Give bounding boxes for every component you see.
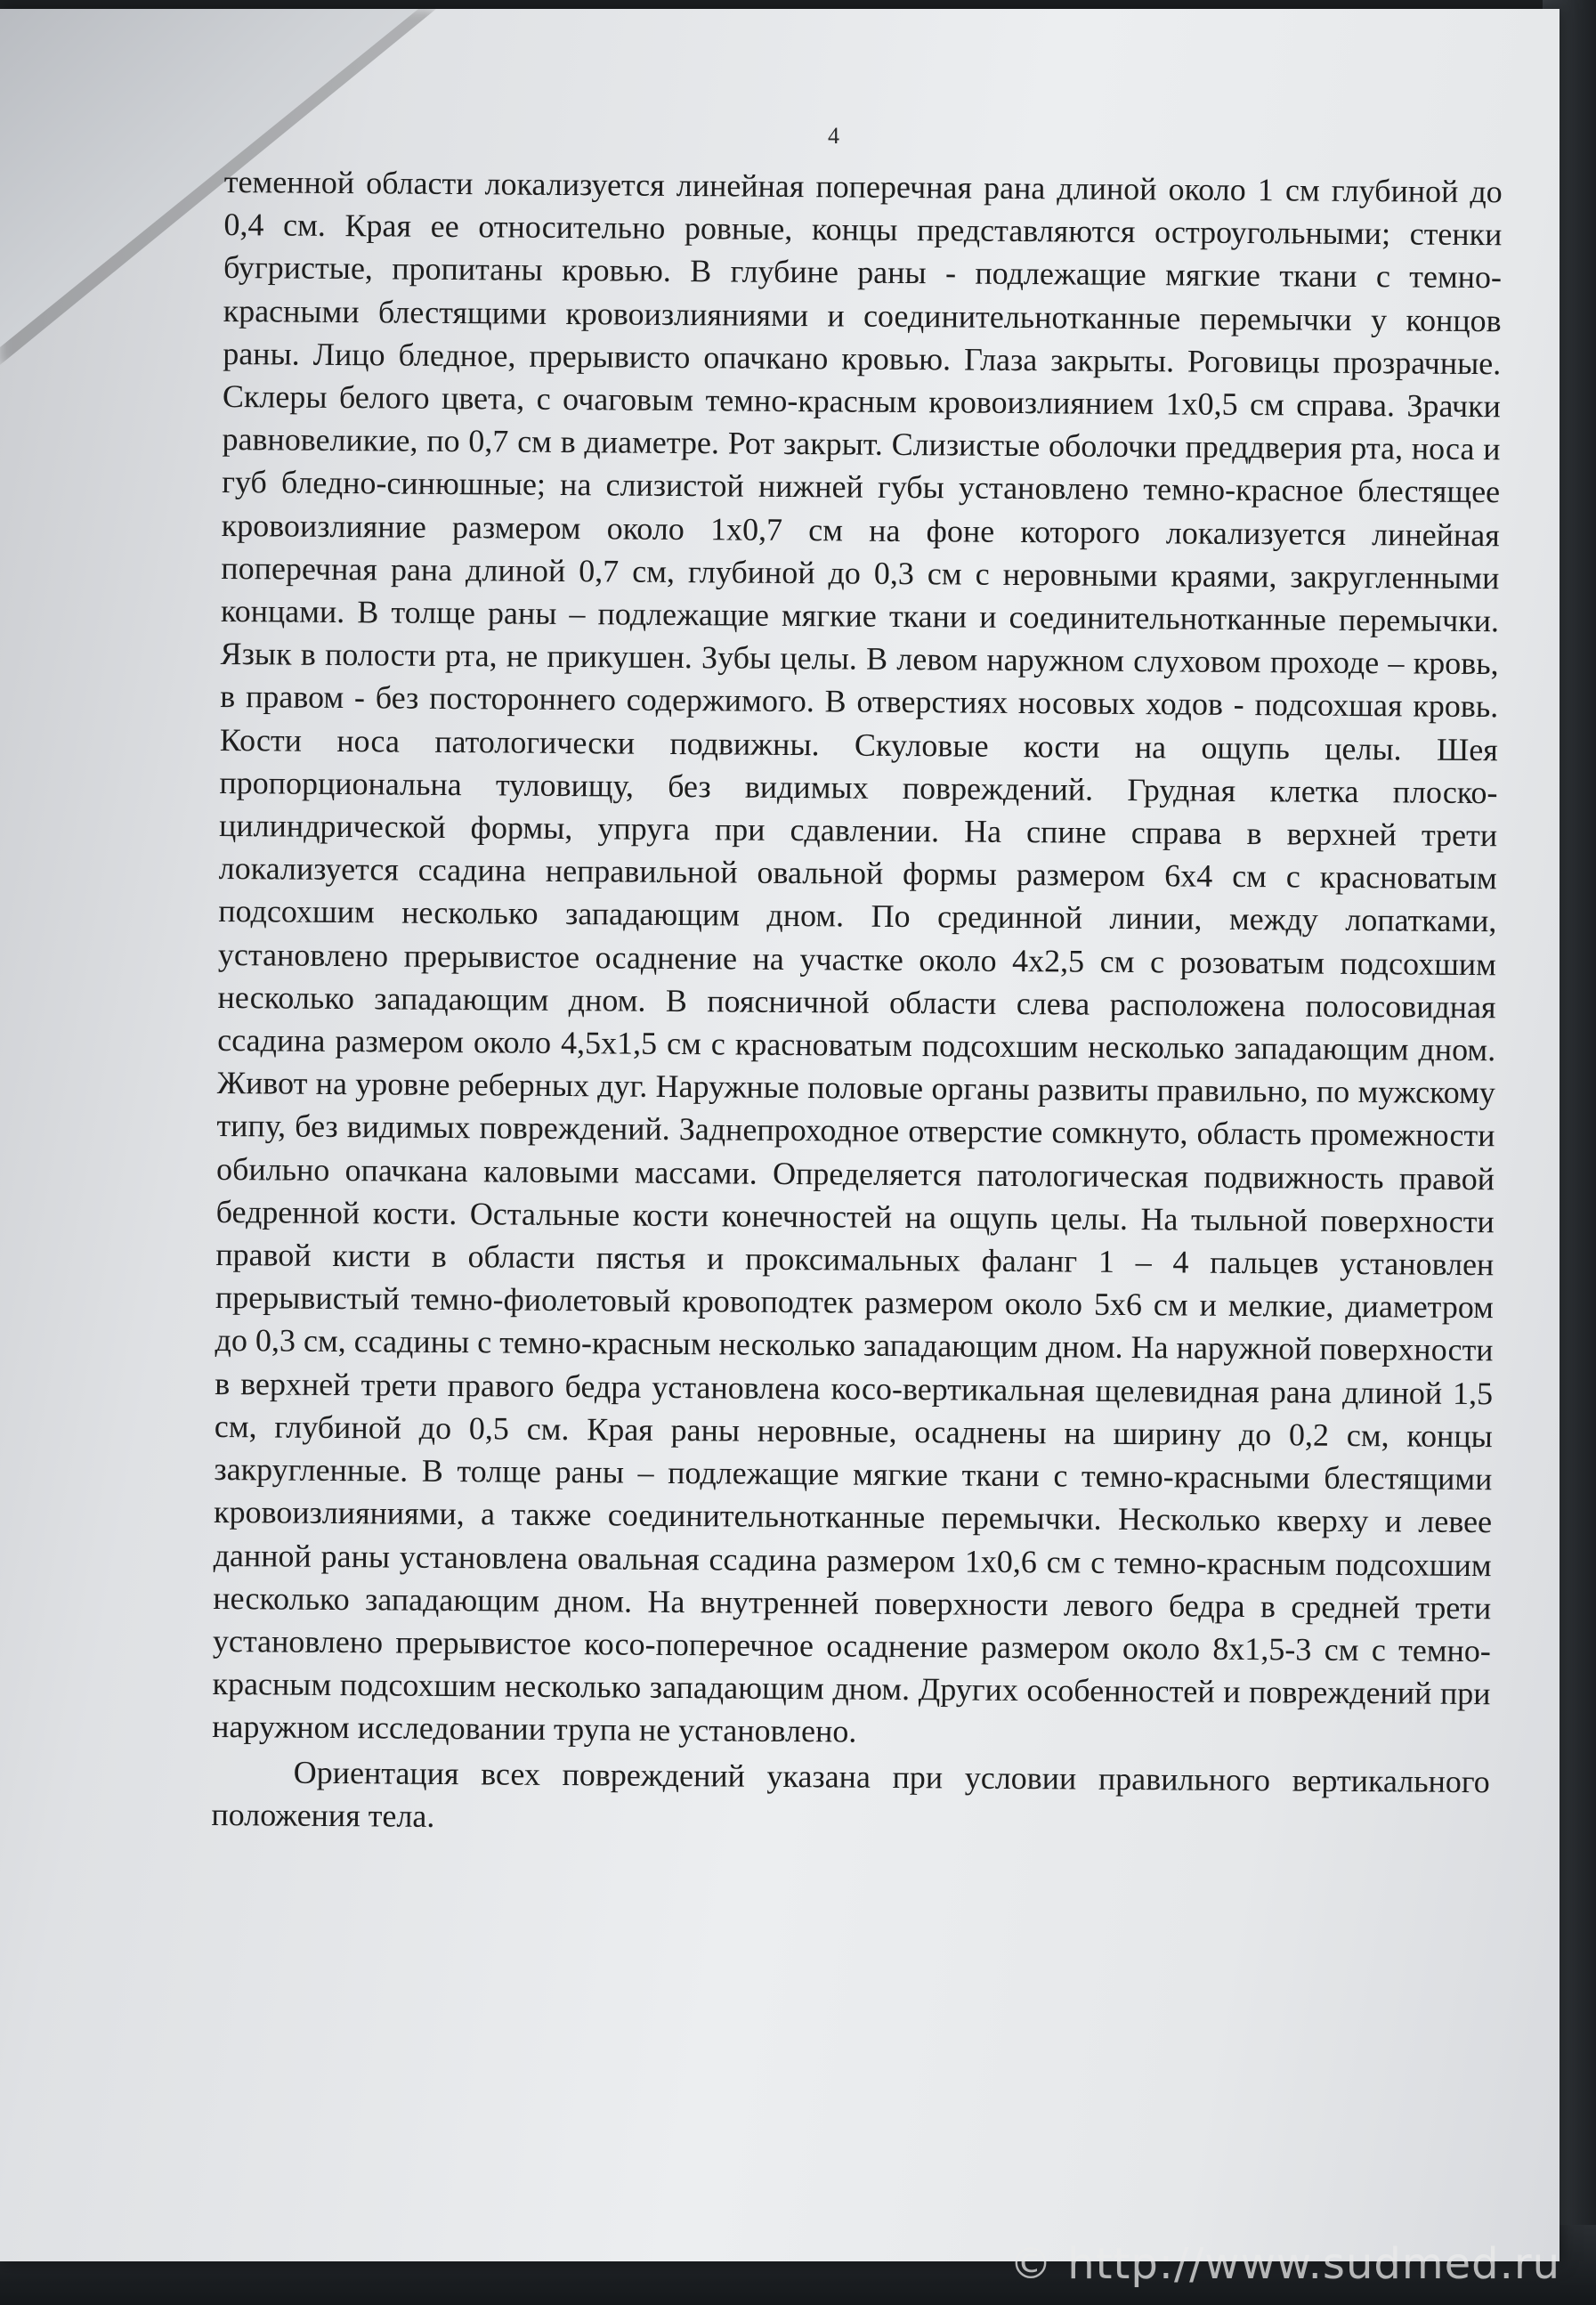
paragraph-main: теменной области локализуется линейная поперечная рана длиной около 1 см глубиной до 0,4 см. Края ее относительно ровные, концы представляются остроугольными; стенки бугристые, пропитаны кровью. В глубине раны - подлежащие мягкие ткани с темно-красными блестящими кровоизлияниями и соединительнотканные перемычки у концов раны. Лицо бледное, прерывисто опачкано кровью. Глаза закрыты. Роговицы прозрачные. Склеры белого цвета, с очаговым темно-красным кровоизлиянием 1х0,5 см справа. Зрачки равновеликие, по 0,7 см в диаметре. Рот закрыт. Слизистые оболочки преддверия рта, носа и губ бледно-синюшные; на слизистой нижней губы установлено темно-красное блестящее кровоизлияние размером около 1х0,7 см на фоне которого локализуется линейная поперечная рана длиной 0,7 см, глубиной до 0,3 см с неровными краями, закругленными концами. В толще раны – подлежащие мягкие ткани и соединительнотканные перемычки. Язык в полости рта, не прикушен. Зубы целы. В левом наружном слуховом проходе – кровь, в правом - без постороннего содержимого. В отверстиях носовых ходов - подсохшая кровь. Кости носа патологически подвижны. Скуловые кости на ощупь целы. Шея пропорциональна туловищу, без видимых повреждений. Грудная клетка плоско-цилиндрической формы, упруга при сдавлении. На спине справа в верхней трети локализуется ссадина неправильной овальной формы размером 6х4 см с красноватым подсохшим несколько западающим дном. По срединной линии, между лопатками, установлено прерывистое осаднение на участке около 4х2,5 см с розоватым подсохшим несколько западающим дном. В поясничной области слева расположена полосовидная ссадина размером около 4,5х1,5 см с красноватым подсохшим несколько западающим дном. Живот на уровне реберных дуг. Наружные половые органы развиты правильно, по мужскому типу, без видимых повреждений. Заднепроходное отверстие сомкнуто, область промежности обильно опачкана каловыми массами. Определяется патологическая подвижность правой бедренной кости. Остальные кости конечностей на ощупь целы. На тыльной поверхности правой кисти в области пястья и проксимальных фаланг 1 – 4 пальцев установлен прерывистый темно-фиолетовый кровоподтек размером около 5х6 см и мелкие, диаметром до 0,3 см, ссадины с темно-красным несколько западающим дном. На наружной поверхности в верхней трети правого бедра установлена косо-вертикальная щелевидная рана длиной 1,5 см, глубиной до 0,5 см. Края раны неровные, осаднены на ширину до 0,2 см, концы закругленные. В толще раны – подлежащие мягкие ткани с темно-красными блестящими кровоизлияниями, а также соединительнотканные перемычки. Несколько кверху и левее данной раны установлена овальная ссадина размером 1х0,6 см с темно-красным подсохшим несколько западающим дном. На внутренней поверхности левого бедра в средней трети установлено прерывистое косо-поперечное осаднение размером около 8х1,5-3 см с темно-красным подсохшим несколько западающим дном. Других особенностей и повреждений при наружном исследовании трупа не установлено. bbox=[212, 163, 1503, 1749]
document-page bbox=[0, 9, 1560, 2261]
paragraph-orientation: Ориентация всех повреждений указана при условии правильного вертикального положения тела. bbox=[211, 1754, 1490, 1834]
page-number: 4 bbox=[828, 123, 839, 149]
watermark: © http://www.sudmed.ru bbox=[1009, 2239, 1560, 2289]
document-body bbox=[211, 160, 1503, 1846]
